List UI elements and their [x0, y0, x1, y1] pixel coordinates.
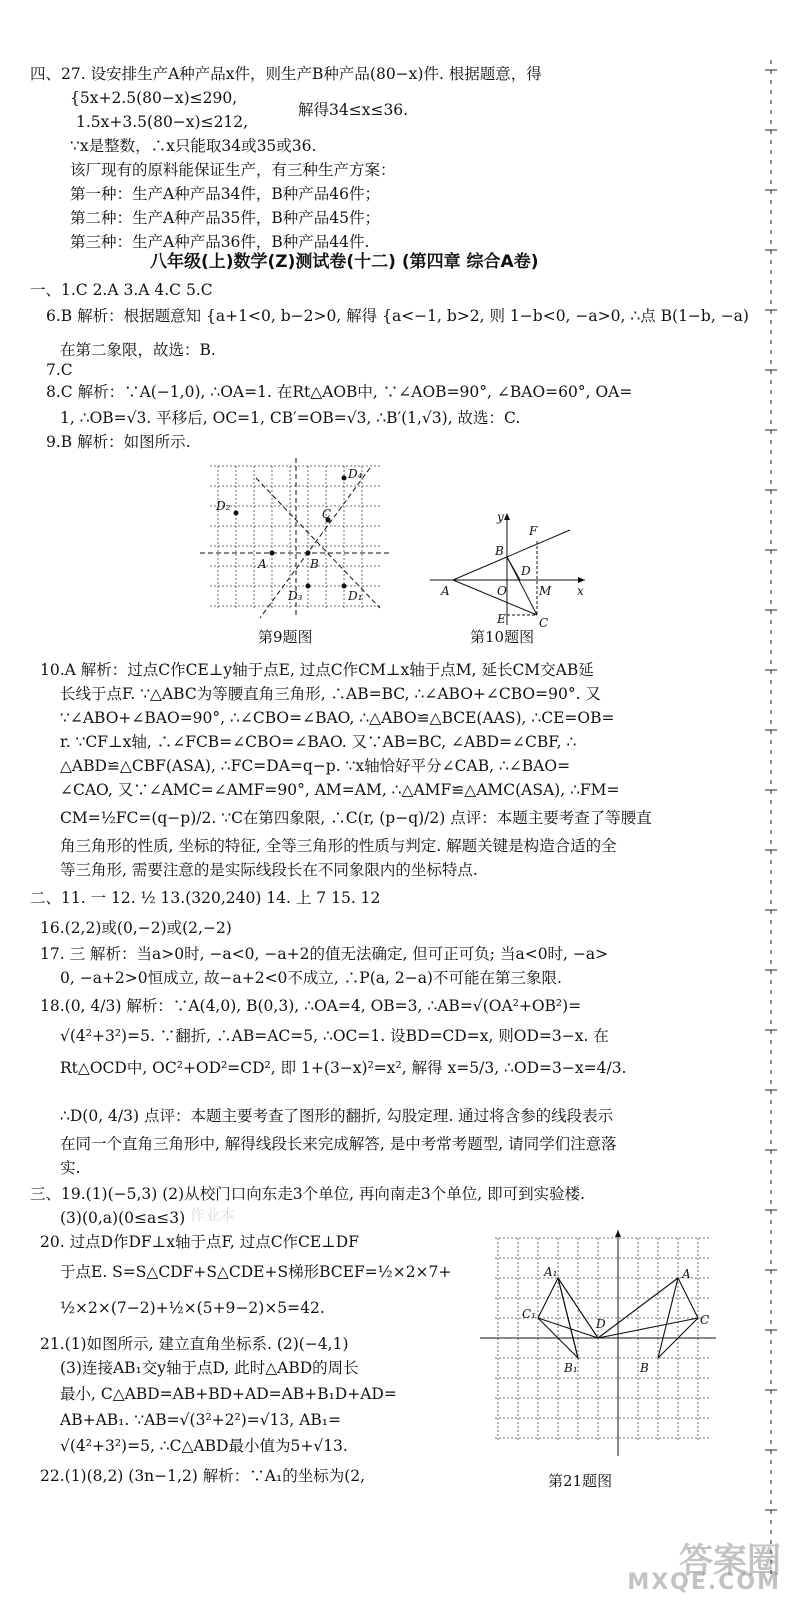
fig9-label-a: A	[258, 557, 267, 571]
cut-line	[747, 60, 787, 1580]
q27-line-plans: 该厂现有的原料能保证生产，有三种生产方案：	[70, 161, 396, 179]
figure-10-caption: 第10题图	[470, 628, 535, 646]
fig10-label-m: M	[539, 584, 552, 598]
test-title: 八年级(上)数学(Z)测试卷(十二) (第四章 综合A卷)	[150, 252, 539, 272]
figure-21-caption: 第21题图	[548, 1472, 613, 1490]
fig10-label-y: y	[497, 510, 504, 524]
q27-plan-1: 第一种：生产A种产品34件，B种产品46件；	[70, 185, 381, 203]
q27-plan-2: 第二种：生产A种产品35件，B种产品45件；	[70, 209, 381, 227]
answers-1-5: 一、1.C 2.A 3.A 4.C 5.C	[30, 281, 213, 299]
answer-22: 22.(1)(8,2) (3n−1,2) 解析：∵A₁的坐标为(2,	[40, 1467, 366, 1485]
fig21-label-a: A	[682, 1267, 691, 1281]
faded-stamp: 作业本	[190, 1206, 236, 1224]
answer-10-line-8: 角三角形的性质, 坐标的特征, 全等三角形的性质与判定. 解题关键是构造合适的全	[60, 837, 617, 855]
answer-21-line-3: 最小, C△ABD=AB+BD+AD=AB+B₁D+AD=	[60, 1385, 397, 1403]
fig10-label-b: B	[495, 544, 504, 558]
fig10-label-d: D	[521, 564, 531, 578]
answer-17-line-2: 0, −a+2>0恒成立, 故−a+2<0不成立, ∴P(a, 2−a)不可能在第三象限.	[60, 969, 562, 987]
answer-8: 8.C 解析：∵A(−1,0), ∴OA=1. 在Rt△AOB中, ∵∠AOB=90°, ∠BAO=60°, OA=	[46, 383, 633, 401]
watermark	[627, 1541, 781, 1595]
answer-21-line-1: 21.(1)如图所示, 建立直角坐标系. (2)(−4,1)	[40, 1335, 349, 1353]
q27-line-1: 四、27. 设安排生产A种产品x件，则生产B种产品(80−x)件. 根据题意，得	[30, 65, 542, 83]
answer-10-line-1: 10.A 解析：过点C作CE⊥y轴于点E, 过点C作CM⊥x轴于点M, 延长CM交AB延	[40, 661, 594, 679]
q27-line-integer: ∵x是整数，∴x只能取34或35或36.	[70, 137, 317, 155]
fig10-label-f: F	[529, 524, 538, 538]
fig21-label-a1: A₁	[544, 1265, 558, 1279]
fig21-label-c1: C₁	[522, 1307, 536, 1321]
fig9-label-d1: D₁	[348, 589, 363, 603]
figure-9-caption: 第9题图	[258, 628, 313, 646]
fig10-label-o: O	[497, 584, 507, 598]
fig9-label-d2: D₂	[216, 499, 231, 513]
fig9-label-d3: D₃	[288, 589, 303, 603]
answer-10-line-5: △ABD≌△CBF(ASA), ∴FC=DA=q−p. ∵x轴恰好平分∠CAB, ∴∠BAO=	[60, 757, 571, 775]
answer-19-line-2: (3)(0,a)(0≤a≤3)	[60, 1209, 186, 1227]
q27-plan-3: 第三种：生产A种产品36件，B种产品44件.	[70, 233, 370, 251]
watermark-logo: 答案圈	[679, 1541, 781, 1581]
answer-6: 6.B 解析：根据题意知 {a+1<0, b−2>0, 解得 {a<−1, b>2, 则 1−b<0, −a>0, ∴点 B(1−b, −a)	[46, 307, 749, 325]
q27-solution: 解得34≤x≤36.	[298, 101, 409, 119]
figure-21	[480, 1230, 718, 1460]
answer-20-line-3: ½×2×(7−2)+½×(5+9−2)×5=42.	[60, 1299, 325, 1317]
answer-7: 7.C	[46, 361, 73, 379]
answer-10-line-7: CM=½FC=(q−p)/2. ∵C在第四象限, ∴C(r, (p−q)/2) 点评：本题主要考查了等腰直	[60, 809, 652, 827]
answer-18-line-5: 在同一个直角三角形中, 解得线段长来完成解答, 是中考常考题型, 请同学们注意落	[60, 1135, 617, 1153]
answer-21-line-5: √(4²+3²)=5, ∴C△ABD最小值为5+√13.	[60, 1437, 348, 1455]
answer-18-line-2: √(4²+3²)=5. ∵翻折, ∴AB=AC=5, ∴OC=1. 设BD=CD=x, 则OD=3−x. 在	[60, 1027, 609, 1045]
fig9-label-c: C	[322, 507, 332, 521]
answer-21-line-4: AB+AB₁. ∵AB=√(3²+2²)=√13, AB₁=	[60, 1411, 341, 1429]
answer-18-line-6: 实.	[60, 1159, 81, 1177]
answer-19-line-1: 三、19.(1)(−5,3) (2)从校门口向东走3个单位, 再向南走3个单位, 即可到实验楼.	[30, 1185, 586, 1203]
answer-10-line-4: r. ∵CF⊥x轴, ∴∠FCB=∠CBO=∠BAO. 又∵AB=BC, ∠ABD=∠CBF, ∴	[60, 733, 577, 751]
answer-18-line-3: Rt△OCD中, OC²+OD²=CD², 即 1+(3−x)²=x², 解得 x=5/3, ∴OD=3−x=4/3.	[60, 1059, 627, 1077]
fig10-label-x: x	[577, 584, 584, 598]
answer-10-line-6: ∠CAO, 又∵∠AMC=∠AMF=90°, AM=AM, ∴△AMF≌△AMC(ASA), ∴FM=	[60, 781, 620, 799]
fig10-label-c: C	[539, 616, 549, 630]
answer-16: 16.(2,2)或(0,−2)或(2,−2)	[40, 919, 232, 937]
q27-system-line-1: {5x+2.5(80−x)≤290,	[70, 89, 238, 107]
answer-18-line-4: ∴D(0, 4/3) 点评：本题主要考查了图形的翻折, 勾股定理. 通过将含参的线段表示	[60, 1107, 614, 1125]
answer-21-line-2: (3)连接AB₁交y轴于点D, 此时△ABD的周长	[60, 1359, 359, 1377]
answer-6-cont: 在第二象限，故选：B.	[60, 341, 216, 359]
fig21-label-b: B	[640, 1361, 649, 1375]
answer-10-line-3: ∵∠ABO+∠BAO=90°, ∴∠CBO=∠BAO, ∴△ABO≌△BCE(AAS), ∴CE=OB=	[60, 709, 615, 727]
answer-17-line-1: 17. 三 解析：当a>0时, −a<0, −a+2的值无法确定, 但可正可负; 当a<0时, −a>	[40, 945, 609, 963]
figure-10	[425, 505, 600, 630]
answer-20-line-2: 于点E. S=S△CDF+S△CDE+S梯形BCEF=½×2×7+	[60, 1263, 452, 1281]
fig9-label-d4: D₄	[348, 467, 363, 481]
fig10-label-e: E	[497, 612, 506, 626]
answer-10-line-2: 长线于点F. ∵△ABC为等腰直角三角形, ∴AB=BC, ∴∠ABO+∠CBO=90°. 又	[60, 685, 601, 703]
fig21-label-d: D	[596, 1317, 606, 1331]
fig10-label-a: A	[441, 584, 450, 598]
answers-11-15: 二、11. 一 12. ½ 13.(320,240) 14. 上 7 15. 12	[30, 889, 381, 907]
fig9-label-b: B	[310, 557, 319, 571]
fig21-label-c: C	[700, 1313, 710, 1327]
q27-system-line-2: 1.5x+3.5(80−x)≤212,	[76, 113, 249, 131]
answer-10-line-9: 等三角形, 需要注意的是实际线段长在不同象限内的坐标特点.	[60, 861, 478, 879]
answer-8-cont: 1, ∴OB=√3. 平移后, OC=1, CB′=OB=√3, ∴B′(1,√3), 故选：C.	[60, 409, 521, 427]
fig21-label-b1: B₁	[564, 1361, 578, 1375]
watermark-url: MXQE.COM	[627, 1570, 781, 1595]
answer-18-line-1: 18.(0, 4/3) 解析：∵A(4,0), B(0,3), ∴OA=4, OB=3, ∴AB=√(OA²+OB²)=	[40, 997, 582, 1015]
answer-20-line-1: 20. 过点D作DF⊥x轴于点F, 过点C作CE⊥DF	[40, 1233, 359, 1251]
answer-9: 9.B 解析：如图所示.	[46, 433, 191, 451]
figure-9	[200, 458, 390, 628]
